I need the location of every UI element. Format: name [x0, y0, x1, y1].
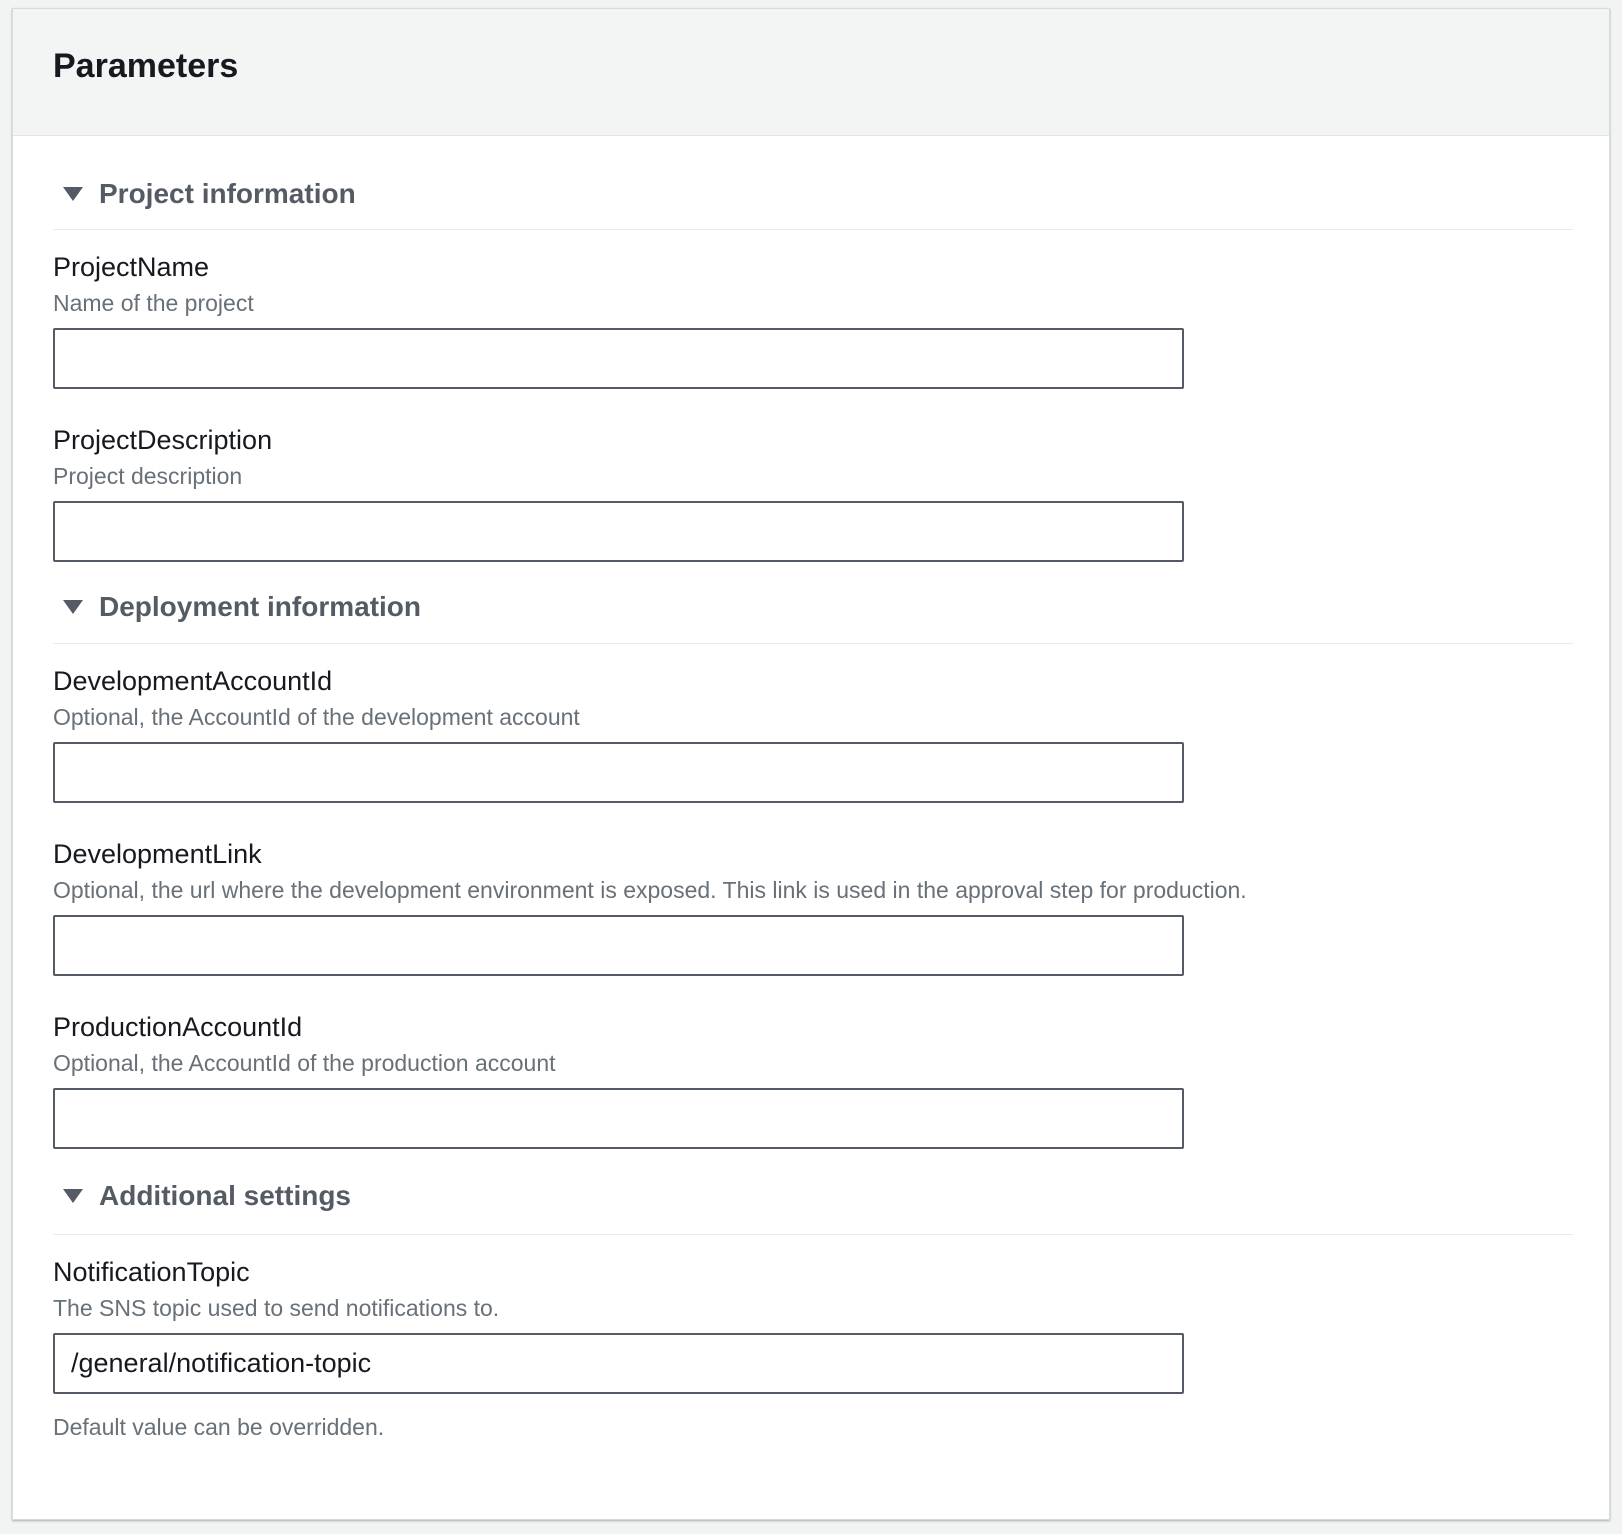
panel-body	[13, 172, 1609, 1442]
section-title: Additional settings	[99, 1179, 351, 1211]
section-header-project-information[interactable]	[53, 172, 1573, 230]
caret-down-icon	[63, 187, 83, 201]
field-label: ProductionAccountId	[53, 1012, 303, 1042]
section-title: Deployment information	[99, 590, 422, 622]
field-description: Optional, the AccountId of the development account	[53, 704, 580, 730]
section-header-additional-settings[interactable]	[53, 1171, 1573, 1235]
field-development-link	[53, 837, 1569, 976]
field-project-name	[53, 250, 1569, 389]
field-description: The SNS topic used to send notifications to.	[53, 1295, 500, 1321]
field-constraint-text: Default value can be overridden.	[53, 1414, 385, 1440]
caret-down-icon	[63, 600, 83, 614]
field-label: NotificationTopic	[53, 1257, 250, 1287]
project-name-input[interactable]	[53, 328, 1184, 389]
notification-topic-input[interactable]	[53, 1333, 1184, 1394]
field-production-account-id	[53, 1010, 1569, 1149]
field-label: ProjectName	[53, 252, 210, 282]
panel-title: Parameters	[53, 46, 239, 85]
field-label: ProjectDescription	[53, 425, 273, 455]
parameters-panel	[12, 8, 1610, 1520]
field-description: Name of the project	[53, 290, 254, 316]
field-notification-topic	[53, 1255, 1569, 1442]
field-description: Optional, the url where the development environment is exposed. This link is used in the approval step for production.	[53, 877, 1247, 903]
section-title: Project information	[99, 177, 356, 209]
production-account-id-input[interactable]	[53, 1088, 1184, 1149]
field-label: DevelopmentLink	[53, 839, 262, 869]
panel-header	[13, 9, 1609, 136]
development-account-id-input[interactable]	[53, 742, 1184, 803]
field-development-account-id	[53, 664, 1569, 803]
development-link-input[interactable]	[53, 915, 1184, 976]
field-project-description	[53, 423, 1569, 562]
field-description: Project description	[53, 463, 243, 489]
caret-down-icon	[63, 1189, 83, 1203]
section-header-deployment-information[interactable]	[53, 584, 1573, 644]
field-description: Optional, the AccountId of the production account	[53, 1050, 556, 1076]
field-label: DevelopmentAccountId	[53, 666, 333, 696]
project-description-input[interactable]	[53, 501, 1184, 562]
